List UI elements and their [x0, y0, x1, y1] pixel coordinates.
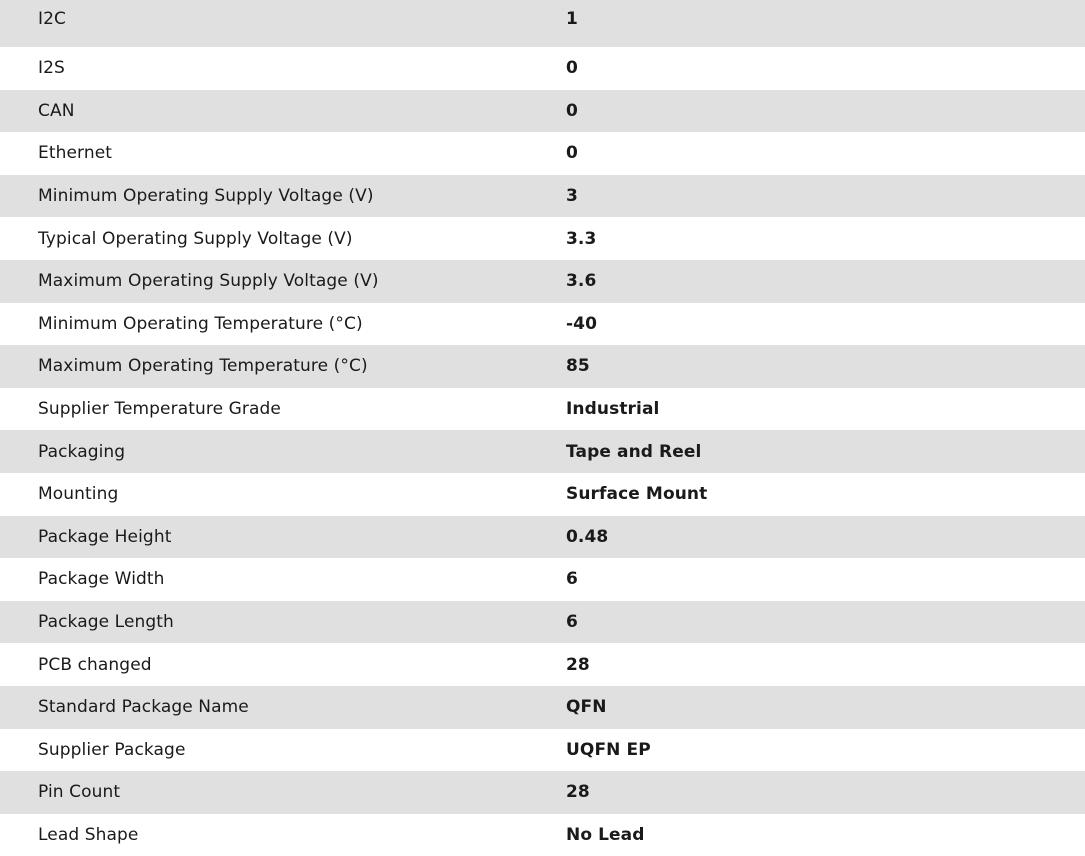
attribute-name: Mounting	[38, 484, 119, 505]
attribute-value: 3.3	[566, 228, 597, 249]
table-row-mounting	[0, 473, 1085, 516]
attribute-name: Supplier Temperature Grade	[38, 399, 281, 420]
attribute-name: PCB changed	[38, 654, 152, 675]
attribute-value: 0	[566, 90, 1085, 133]
attribute-name: Standard Package Name	[0, 686, 566, 729]
attribute-value: -40	[566, 313, 598, 334]
table-row-packaging	[0, 430, 1085, 473]
attribute-value: 28	[566, 771, 1085, 814]
attribute-name: CAN	[0, 90, 566, 133]
attribute-name: Typical Operating Supply Voltage (V)	[38, 228, 353, 249]
attribute-value: Tape and Reel	[566, 430, 1085, 473]
attribute-value: 3.6	[566, 260, 1085, 303]
attribute-name: Package Length	[0, 601, 566, 644]
attribute-value: 0	[566, 143, 578, 164]
attribute-name: Packaging	[0, 430, 566, 473]
attribute-value: No Lead	[566, 824, 645, 845]
attribute-name: I2C	[0, 0, 566, 47]
attribute-value: UQFN EP	[566, 739, 651, 760]
table-row-max-temperature	[0, 345, 1085, 388]
table-row-standard-package-name	[0, 686, 1085, 729]
attribute-value: 0.48	[566, 516, 1085, 559]
table-row-typ-supply-voltage	[0, 217, 1085, 260]
attribute-value: Industrial	[566, 399, 660, 420]
attribute-value: 85	[566, 345, 1085, 388]
table-row-supplier-package	[0, 729, 1085, 772]
attribute-name: I2S	[38, 58, 65, 79]
table-row-min-temperature	[0, 303, 1085, 346]
attribute-value: 28	[566, 654, 590, 675]
attribute-value: 6	[566, 601, 1085, 644]
table-row-pin-count	[0, 771, 1085, 814]
table-row-i2s	[0, 47, 1085, 90]
attribute-value: 6	[566, 569, 578, 590]
attribute-name: Maximum Operating Supply Voltage (V)	[0, 260, 566, 303]
table-row-max-supply-voltage	[0, 260, 1085, 303]
attribute-name: Minimum Operating Temperature (°C)	[38, 313, 363, 334]
table-row-package-width	[0, 558, 1085, 601]
table-row-temperature-grade	[0, 388, 1085, 431]
attribute-value: 1	[566, 0, 1085, 47]
table-row-can	[0, 90, 1085, 133]
table-row-ethernet	[0, 132, 1085, 175]
attribute-value: 3	[566, 175, 1085, 218]
attribute-name: Lead Shape	[38, 824, 139, 845]
table-row-lead-shape	[0, 814, 1085, 856]
table-row-min-supply-voltage	[0, 175, 1085, 218]
attribute-name: Maximum Operating Temperature (°C)	[0, 345, 566, 388]
table-row-i2c	[0, 0, 1085, 47]
attribute-value: Surface Mount	[566, 484, 708, 505]
table-row-package-height	[0, 516, 1085, 559]
attribute-name: Pin Count	[0, 771, 566, 814]
attribute-name: Minimum Operating Supply Voltage (V)	[0, 175, 566, 218]
table-row-pcb-changed	[0, 643, 1085, 686]
attribute-name: Package Width	[38, 569, 165, 590]
attribute-value: QFN	[566, 686, 1085, 729]
attribute-name: Supplier Package	[38, 739, 186, 760]
table-row-package-length	[0, 601, 1085, 644]
attribute-name: Ethernet	[38, 143, 113, 164]
attribute-name: Package Height	[0, 516, 566, 559]
attribute-value: 0	[566, 58, 578, 79]
